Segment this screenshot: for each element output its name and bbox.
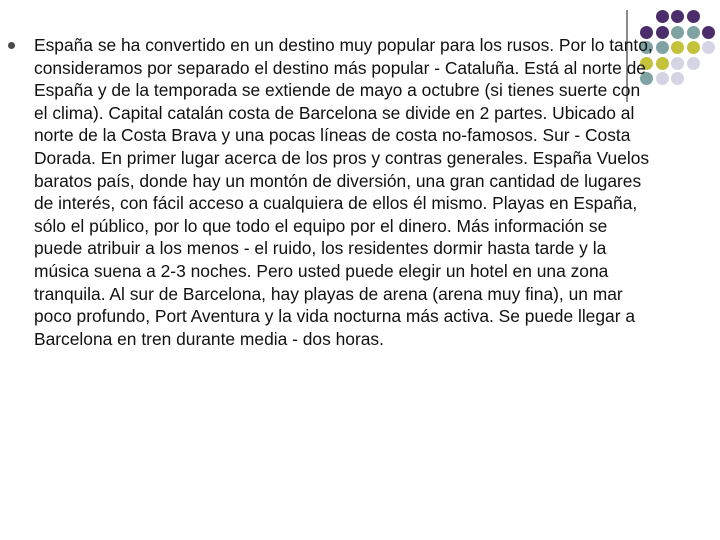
- bullet-paragraph: España se ha convertido en un destino muy popular para los rusos. Por lo tanto, consideramos por separado el destino más popular - Cataluña. Está al norte de España y de la temporada se extiende de mayo a octubre (si tienes suerte con el clima). Capital catalán costa de Barcelona se divide en 2 partes. Ubicado al norte de la Costa Brava y una pocas líneas de costa no-famosos. Sur - Costa Dorada. En primer lugar acerca de los pros y contras generales. España Vuelos baratos país, donde hay un montón de diversión, una gran cantidad de lugares de interés, con fácil acceso a cualquiera de ellos él mismo. Playas en España, sólo el público, por lo que todo el equipo por el dinero. Más información se puede atribuir a los menos - el ruido, los residentes dormir hasta tarde y la música suena a 2-3 noches. Pero usted puede elegir un hotel en una zona tranquila. Al sur de Barcelona, hay playas de arena (arena muy fina), un mar poco profundo, Port Aventura y la vida nocturna más activa. Se puede llegar a Barcelona en tren durante media - dos horas.: [34, 35, 653, 349]
- decorative-dot: [687, 57, 700, 70]
- decorative-dot: [671, 26, 684, 39]
- slide-content: [0, 34, 660, 350]
- bullet-icon: [8, 42, 15, 49]
- decorative-dot: [656, 10, 669, 23]
- decorative-dot: [687, 26, 700, 39]
- decorative-dot: [702, 26, 715, 39]
- decorative-dot: [671, 57, 684, 70]
- decorative-dot: [671, 72, 684, 85]
- decorative-dot: [671, 10, 684, 23]
- decorative-dot: [687, 41, 700, 54]
- decorative-dot: [702, 41, 715, 54]
- decorative-dot: [671, 41, 684, 54]
- bullet-item: [0, 34, 660, 350]
- decorative-dot: [687, 10, 700, 23]
